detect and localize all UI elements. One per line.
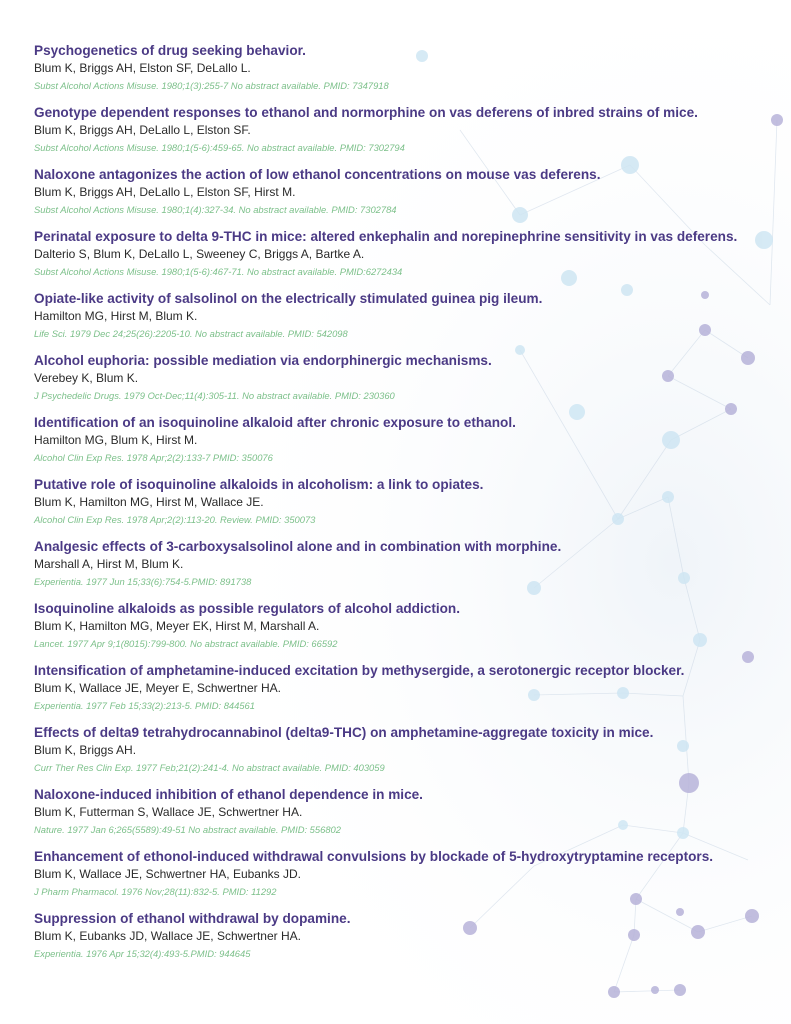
reference-authors: Blum K, Eubanks JD, Wallace JE, Schwertner HA.	[34, 929, 301, 943]
reference-item	[34, 786, 774, 848]
reference-item	[34, 104, 774, 166]
reference-authors: Blum K, Wallace JE, Meyer E, Schwertner HA.	[34, 681, 281, 695]
reference-title[interactable]: Isoquinoline alkaloids as possible regulators of alcohol addiction.	[34, 601, 461, 616]
reference-title[interactable]: Alcohol euphoria: possible mediation via endorphinergic mechanisms.	[34, 353, 492, 368]
reference-title[interactable]: Suppression of ethanol withdrawal by dopamine.	[34, 911, 351, 926]
reference-item	[34, 848, 774, 910]
reference-title[interactable]: Opiate-like activity of salsolinol on the electrically stimulated guinea pig ileum.	[34, 291, 543, 306]
reference-item	[34, 724, 774, 786]
reference-citation: Subst Alcohol Actions Misuse. 1980;1(3):255-7 No abstract available. PMID: 7347918	[34, 80, 389, 91]
reference-citation: Curr Ther Res Clin Exp. 1977 Feb;21(2):241-4. No abstract available. PMID: 403059	[34, 762, 385, 773]
reference-title[interactable]: Putative role of isoquinoline alkaloids in alcoholism: a link to opiates.	[34, 477, 484, 492]
reference-citation: Alcohol Clin Exp Res. 1978 Apr;2(2):113-20. Review. PMID: 350073	[34, 514, 316, 525]
reference-item	[34, 42, 774, 104]
reference-item	[34, 290, 774, 352]
reference-item	[34, 538, 774, 600]
reference-citation: J Pharm Pharmacol. 1976 Nov;28(11):832-5. PMID: 11292	[34, 886, 277, 897]
reference-citation: Alcohol Clin Exp Res. 1978 Apr;2(2):133-7 PMID: 350076	[34, 452, 273, 463]
reference-citation: Experientia. 1977 Jun 15;33(6):754-5.PMID: 891738	[34, 576, 252, 587]
reference-authors: Blum K, Wallace JE, Schwertner HA, Eubanks JD.	[34, 867, 301, 881]
reference-title[interactable]: Intensification of amphetamine-induced excitation by methysergide, a serotonergic receptor blocker.	[34, 663, 685, 678]
reference-list	[34, 42, 774, 972]
reference-item	[34, 228, 774, 290]
reference-authors: Verebey K, Blum K.	[34, 371, 139, 385]
reference-authors: Blum K, Hamilton MG, Hirst M, Wallace JE.	[34, 495, 264, 509]
reference-citation: Subst Alcohol Actions Misuse. 1980;1(5-6):459-65. No abstract available. PMID: 7302794	[34, 142, 405, 153]
reference-authors: Blum K, Briggs AH, DeLallo L, Elston SF, Hirst M.	[34, 185, 296, 199]
reference-item	[34, 352, 774, 414]
reference-item	[34, 662, 774, 724]
reference-title[interactable]: Analgesic effects of 3-carboxysalsolinol alone and in combination with morphine.	[34, 539, 562, 554]
reference-item	[34, 414, 774, 476]
reference-authors: Blum K, Briggs AH.	[34, 743, 137, 757]
reference-title[interactable]: Psychogenetics of drug seeking behavior.	[34, 43, 306, 58]
reference-citation: Experientia. 1976 Apr 15;32(4):493-5.PMID: 944645	[34, 948, 251, 959]
reference-item	[34, 910, 774, 972]
reference-citation: J Psychedelic Drugs. 1979 Oct-Dec;11(4):305-11. No abstract available. PMID: 230360	[34, 390, 395, 401]
reference-item	[34, 476, 774, 538]
reference-citation: Experientia. 1977 Feb 15;33(2):213-5. PMID: 844561	[34, 700, 255, 711]
reference-authors: Blum K, Hamilton MG, Meyer EK, Hirst M, Marshall A.	[34, 619, 320, 633]
reference-authors: Marshall A, Hirst M, Blum K.	[34, 557, 184, 571]
reference-title[interactable]: Effects of delta9 tetrahydrocannabinol (delta9-THC) on amphetamine-aggregate toxicity in mice.	[34, 725, 654, 740]
reference-authors: Dalterio S, Blum K, DeLallo L, Sweeney C, Briggs A, Bartke A.	[34, 247, 365, 261]
reference-title[interactable]: Genotype dependent responses to ethanol and normorphine on vas deferens of inbred strains of mice.	[34, 105, 698, 120]
reference-citation: Nature. 1977 Jan 6;265(5589):49-51 No abstract available. PMID: 556802	[34, 824, 341, 835]
reference-authors: Blum K, Briggs AH, DeLallo L, Elston SF.	[34, 123, 251, 137]
reference-authors: Hamilton MG, Hirst M, Blum K.	[34, 309, 198, 323]
reference-citation: Subst Alcohol Actions Misuse. 1980;1(4):327-34. No abstract available. PMID: 7302784	[34, 204, 397, 215]
reference-title[interactable]: Identification of an isoquinoline alkaloid after chronic exposure to ethanol.	[34, 415, 516, 430]
reference-citation: Subst Alcohol Actions Misuse. 1980;1(5-6):467-71. No abstract available. PMID:6272434	[34, 266, 403, 277]
reference-title[interactable]: Perinatal exposure to delta 9-THC in mice: altered enkephalin and norepinephrine sensitivity in vas deferens.	[34, 229, 738, 244]
reference-citation: Lancet. 1977 Apr 9;1(8015):799-800. No abstract available. PMID: 66592	[34, 638, 338, 649]
reference-authors: Hamilton MG, Blum K, Hirst M.	[34, 433, 198, 447]
reference-title[interactable]: Naloxone antagonizes the action of low ethanol concentrations on mouse vas deferens.	[34, 167, 601, 182]
reference-item	[34, 600, 774, 662]
reference-citation: Life Sci. 1979 Dec 24;25(26):2205-10. No abstract available. PMID: 542098	[34, 328, 348, 339]
reference-authors: Blum K, Briggs AH, Elston SF, DeLallo L.	[34, 61, 251, 75]
reference-item	[34, 166, 774, 228]
reference-title[interactable]: Naloxone-induced inhibition of ethanol dependence in mice.	[34, 787, 423, 802]
reference-authors: Blum K, Futterman S, Wallace JE, Schwertner HA.	[34, 805, 303, 819]
reference-title[interactable]: Enhancement of ethonol-induced withdrawal convulsions by blockade of 5-hydroxytryptamine receptors.	[34, 849, 714, 864]
